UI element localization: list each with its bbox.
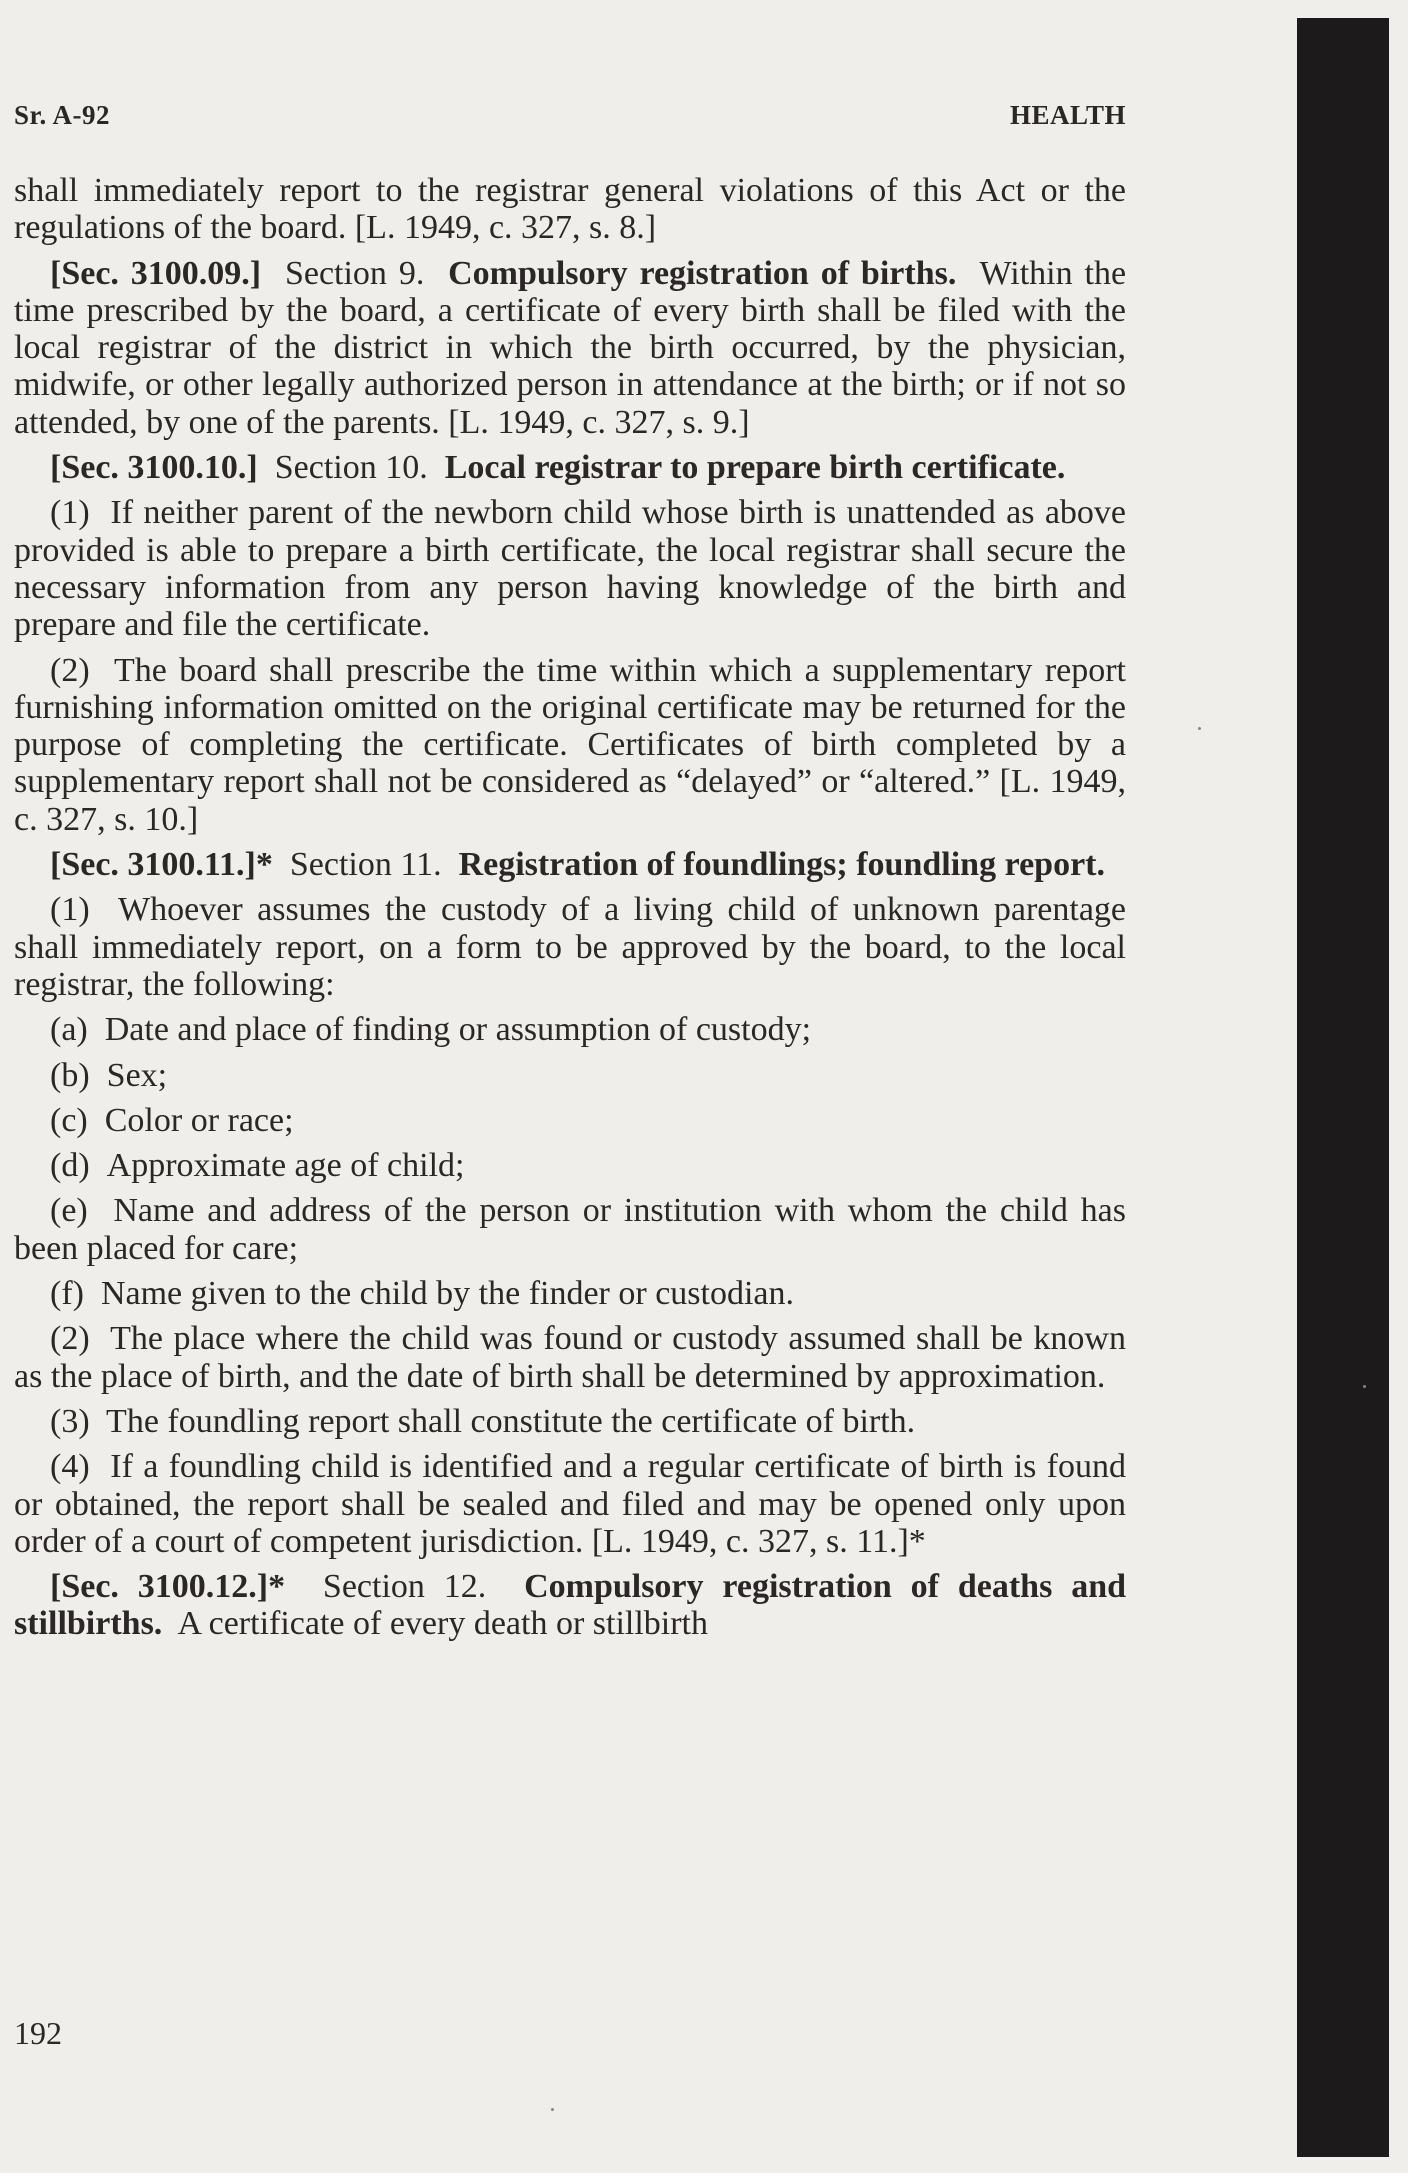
section-number: [Sec. 3100.09.]: [50, 254, 262, 292]
list-item: [14, 1057, 1126, 1094]
list-item-text: Name and address of the person or institution with whom the child has been placed for care;: [14, 1192, 1127, 1267]
subsection-text: If a foundling child is identified and a regular certificate of birth is found or obtained, the report shall be sealed and filed and may be opened only upon order of a court of competent jurisdiction. [L. 1949, c. 327, s. 11.]*: [14, 1448, 1126, 1560]
scan-speck: [551, 2108, 554, 2111]
section-label: Section 11.: [289, 846, 442, 884]
section-label: Section 10.: [274, 449, 428, 487]
list-item: [14, 1147, 1126, 1184]
section-text: A certificate of every death or stillbirth: [177, 1605, 709, 1643]
subsection-text: The place where the child was found or custody assumed shall be known as the place of birth, and the date of birth shall be determined by approximation.: [14, 1320, 1126, 1395]
section-label: Section 9.: [284, 254, 425, 292]
list-item-text: Sex;: [106, 1056, 168, 1094]
list-item: [14, 1275, 1126, 1312]
chapter-title: HEALTH: [1009, 100, 1126, 130]
list-item-text: Date and place of finding or assumption of custody;: [104, 1011, 812, 1049]
subsection-text: The board shall prescribe the time within which a supplementary report furnishing information omitted on the original certificate may be returned for the purpose of completing the certificate. Certificates of birth completed by a supplementary report shall not be considered as “delayed” or “altered.” [L. 1949, c. 327, s. 10.]: [14, 651, 1126, 838]
section-10: [14, 449, 1126, 486]
page-number: 192: [14, 2015, 62, 2051]
scan-speck: [1198, 727, 1201, 730]
list-item: [14, 1102, 1126, 1139]
subsection-label: (3): [50, 1402, 90, 1440]
paragraph-continuation: shall immediately report to the registrar general violations of this Act or the regulations of the board. [L. 1949, c. 327, s. 8.]: [14, 172, 1126, 247]
list-item-label: (a): [50, 1011, 88, 1049]
document-page: [14, 0, 1126, 2173]
section-11: [14, 846, 1126, 883]
section-label: Section 12.: [322, 1568, 487, 1606]
subsection-label: (1): [50, 494, 90, 532]
section-heading: Local registrar to prepare birth certificate.: [444, 449, 1066, 487]
section-heading: Compulsory registration of deaths and stillbirths.: [14, 1568, 1127, 1643]
subsection-label: (2): [50, 1320, 90, 1358]
list-item-text: Name given to the child by the finder or custodian.: [100, 1275, 795, 1313]
section-12: [14, 1568, 1126, 1643]
list-item: [14, 1192, 1126, 1267]
subsection: [14, 891, 1126, 1003]
section-number: [Sec. 3100.11.]*: [50, 846, 273, 884]
subsection: [14, 1403, 1126, 1440]
subsection: [14, 652, 1126, 838]
section-heading: Compulsory registration of births.: [448, 254, 957, 292]
list-item-text: Color or race;: [104, 1101, 294, 1139]
series-reference: Sr. A-92: [14, 100, 111, 130]
subsection-label: (1): [50, 891, 90, 929]
list-item-label: (b): [50, 1056, 90, 1094]
subsection-text: Whoever assumes the custody of a living child of unknown parentage shall immediately report, on a form to be approved by the board, to the local registrar, the following:: [14, 891, 1126, 1003]
section-heading: Registration of foundlings; foundling report.: [458, 846, 1105, 884]
subsection-label: (4): [50, 1448, 90, 1486]
list-item: [14, 1011, 1126, 1048]
section-9: [14, 255, 1126, 441]
list-item-label: (c): [50, 1101, 88, 1139]
list-item-label: (d): [50, 1147, 90, 1185]
subsection-label: (2): [50, 651, 90, 689]
scan-speck: [1363, 1385, 1366, 1388]
subsection: [14, 1448, 1126, 1560]
list-item-text: Approximate age of child;: [106, 1147, 465, 1185]
scan-edge-shadow: [1297, 18, 1389, 2157]
section-number: [Sec. 3100.10.]: [50, 449, 258, 487]
body-text: [14, 172, 1126, 1651]
subsection: [14, 494, 1126, 643]
subsection-text: If neither parent of the newborn child whose birth is unattended as above provided is able to prepare a birth certificate, the local registrar shall secure the necessary information from any person having knowledge of the birth and prepare and file the certificate.: [14, 494, 1126, 644]
subsection-text: The foundling report shall constitute the certificate of birth.: [106, 1402, 916, 1440]
section-text: Within the time prescribed by the board, a certificate of every birth shall be filed with the local registrar of the district in which the birth occurred, by the physician, midwife, or other legally authorized person in attendance at the birth; or if not so attended, by one of the parents. [L. 1949, c. 327, s. 9.]: [14, 254, 1127, 441]
list-item-label: (e): [50, 1192, 88, 1230]
section-number: [Sec. 3100.12.]*: [50, 1568, 286, 1606]
subsection: [14, 1320, 1126, 1395]
list-item-label: (f): [50, 1275, 84, 1313]
